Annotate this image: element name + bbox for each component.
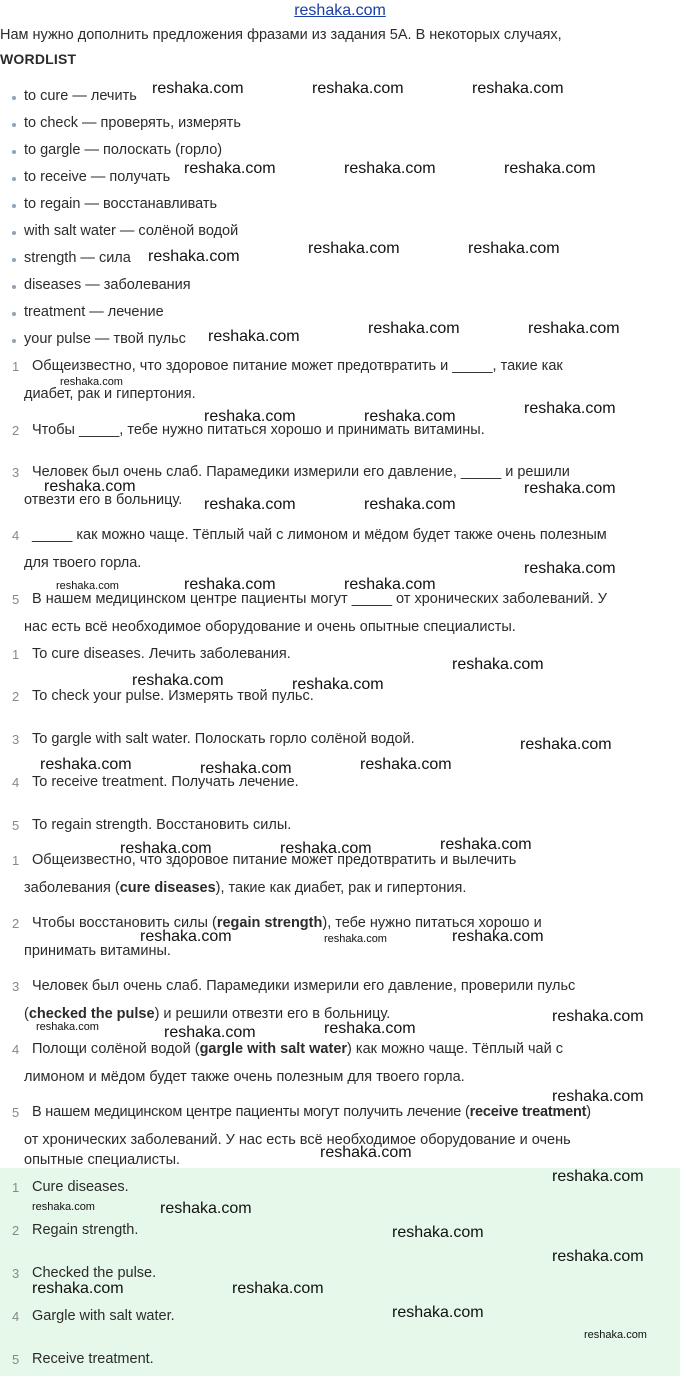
watermark: reshaka.com: [308, 240, 400, 257]
watermark: reshaka.com: [292, 676, 384, 693]
item-number: 3: [12, 465, 20, 480]
wordlist-item: strength — сила: [24, 250, 131, 266]
short-answer: Checked the pulse.: [32, 1265, 157, 1281]
short-answer: Receive treatment.: [32, 1351, 154, 1367]
watermark: reshaka.com: [232, 1280, 324, 1297]
watermark: reshaka.com: [120, 840, 212, 857]
watermark: reshaka.com: [160, 1200, 252, 1217]
wordlist-item: with salt water — солёной водой: [24, 223, 239, 239]
answer-text: заболевания (cure diseases), такие как диабет, рак и гипертония.: [24, 880, 467, 896]
watermark: reshaka.com: [280, 840, 372, 857]
watermark: reshaka.com: [552, 1008, 644, 1025]
short-answer: Gargle with salt water.: [32, 1308, 175, 1324]
watermark: reshaka.com: [36, 1021, 99, 1033]
item-number: 1: [12, 853, 20, 868]
answer-text: В нашем медицинском центре пациенты могут получить лечение (receive treatment): [32, 1104, 591, 1120]
watermark: reshaka.com: [32, 1280, 124, 1297]
wordlist-item: your pulse — твой пульс: [24, 331, 186, 347]
watermark: reshaka.com: [32, 1201, 95, 1213]
watermark: reshaka.com: [320, 1144, 412, 1161]
item-number: 3: [12, 1266, 20, 1281]
item-number: 2: [12, 423, 20, 438]
answer-text: принимать витамины.: [24, 943, 171, 959]
task-text: _____ как можно чаще. Тёплый чай с лимоном и мёдом будет также очень полезным: [32, 527, 607, 543]
item-number: 3: [12, 979, 20, 994]
item-number: 4: [12, 528, 20, 543]
phrase-text: To cure diseases. Лечить заболевания.: [32, 646, 291, 662]
answer-text: от хронических заболеваний. У нас есть всё необходимое оборудование и очень: [24, 1132, 571, 1148]
watermark: reshaka.com: [472, 80, 564, 97]
item-number: 2: [12, 1223, 20, 1238]
wordlist-item: to gargle — полоскать (горло): [24, 142, 223, 158]
watermark: reshaka.com: [520, 736, 612, 753]
watermark: reshaka.com: [344, 576, 436, 593]
watermark: reshaka.com: [524, 560, 616, 577]
wordlist-item: to receive — получать: [24, 169, 171, 185]
watermark: reshaka.com: [324, 933, 387, 945]
wordlist-item: to cure — лечить: [24, 88, 137, 104]
watermark: reshaka.com: [552, 1168, 644, 1185]
answer-text: Общеизвестно, что здоровое питание может предотвратить и вылечить: [32, 852, 517, 868]
watermark: reshaka.com: [368, 320, 460, 337]
item-number: 2: [12, 916, 20, 931]
phrase-text: To gargle with salt water. Полоскать горло солёной водой.: [32, 731, 415, 747]
item-number: 1: [12, 1180, 20, 1195]
task-text: В нашем медицинском центре пациенты могут _____ от хронических заболеваний. У: [32, 591, 607, 607]
watermark: reshaka.com: [392, 1224, 484, 1241]
answer-text: Человек был очень слаб. Парамедики измерили его давление, проверили пульс: [32, 978, 576, 994]
answer-text: лимоном и мёдом будет также очень полезным для твоего горла.: [24, 1069, 465, 1085]
site-link[interactable]: reshaka.com: [294, 2, 386, 19]
task-text: для твоего горла.: [24, 555, 142, 571]
answer-text: Полощи солёной водой (gargle with salt water) как можно чаще. Тёплый чай с: [32, 1041, 563, 1057]
item-number: 4: [12, 1042, 20, 1057]
watermark: reshaka.com: [204, 408, 296, 425]
watermark: reshaka.com: [364, 496, 456, 513]
task-text: отвезти его в больницу.: [24, 492, 183, 508]
watermark: reshaka.com: [204, 496, 296, 513]
item-number: 4: [12, 775, 20, 790]
wordlist-item: to check — проверять, измерять: [24, 115, 241, 131]
task-text: нас есть всё необходимое оборудование и очень опытные специалисты.: [24, 619, 516, 635]
item-number: 5: [12, 1105, 20, 1120]
item-number: 1: [12, 647, 20, 662]
watermark: reshaka.com: [56, 580, 119, 592]
watermark: reshaka.com: [164, 1024, 256, 1041]
item-number: 5: [12, 818, 20, 833]
watermark: reshaka.com: [452, 656, 544, 673]
watermark: reshaka.com: [360, 756, 452, 773]
short-answer: Regain strength.: [32, 1222, 139, 1238]
phrase-text: To receive treatment. Получать лечение.: [32, 774, 299, 790]
watermark: reshaka.com: [552, 1248, 644, 1265]
watermark: reshaka.com: [524, 480, 616, 497]
answer-text: Чтобы восстановить силы (regain strength), тебе нужно питаться хорошо и: [32, 915, 542, 931]
wordlist-item: to regain — восстанавливать: [24, 196, 218, 212]
watermark: reshaka.com: [44, 478, 136, 495]
watermark: reshaka.com: [324, 1020, 416, 1037]
watermark: reshaka.com: [524, 400, 616, 417]
wordlist-item: treatment — лечение: [24, 304, 164, 320]
watermark: reshaka.com: [200, 760, 292, 777]
watermark: reshaka.com: [344, 160, 436, 177]
watermark: reshaka.com: [528, 320, 620, 337]
watermark: reshaka.com: [392, 1304, 484, 1321]
wordlist-item: diseases — заболевания: [24, 277, 191, 293]
watermark: reshaka.com: [440, 836, 532, 853]
phrase-text: To regain strength. Восстановить силы.: [32, 817, 292, 833]
watermark: reshaka.com: [184, 160, 276, 177]
item-number: 1: [12, 359, 20, 374]
task-text: диабет, рак и гипертония.: [24, 386, 196, 402]
watermark: reshaka.com: [132, 672, 224, 689]
item-number: 5: [12, 1352, 20, 1367]
task-text: Чтобы _____, тебе нужно питаться хорошо и принимать витамины.: [32, 422, 485, 438]
watermark: reshaka.com: [452, 928, 544, 945]
item-number: 4: [12, 1309, 20, 1324]
phrase-text: To check your pulse. Измерять твой пульс.: [32, 688, 314, 704]
short-answer: Cure diseases.: [32, 1179, 129, 1195]
intro-text: Нам нужно дополнить предложения фразами из задания 5А. В некоторых случаях,: [0, 27, 562, 43]
watermark: reshaka.com: [552, 1088, 644, 1105]
item-number: 2: [12, 689, 20, 704]
watermark: reshaka.com: [468, 240, 560, 257]
watermark: reshaka.com: [40, 756, 132, 773]
item-number: 5: [12, 592, 20, 607]
watermark: reshaka.com: [584, 1329, 647, 1341]
watermark: reshaka.com: [504, 160, 596, 177]
watermark: reshaka.com: [364, 408, 456, 425]
answer-text: опытные специалисты.: [24, 1152, 181, 1168]
watermark: reshaka.com: [140, 928, 232, 945]
item-number: 3: [12, 732, 20, 747]
watermark: reshaka.com: [208, 328, 300, 345]
watermark: reshaka.com: [184, 576, 276, 593]
watermark: reshaka.com: [60, 376, 123, 388]
task-text: Человек был очень слаб. Парамедики измерили его давление, _____ и решили: [32, 464, 570, 480]
task-text: Общеизвестно, что здоровое питание может предотвратить и _____, такие как: [32, 358, 563, 374]
watermark: reshaka.com: [148, 248, 240, 265]
watermark: reshaka.com: [312, 80, 404, 97]
wordlist-title: WORDLIST: [0, 51, 77, 67]
answer-text: (checked the pulse) и решили отвезти его в больницу.: [24, 1006, 391, 1022]
watermark: reshaka.com: [152, 80, 244, 97]
